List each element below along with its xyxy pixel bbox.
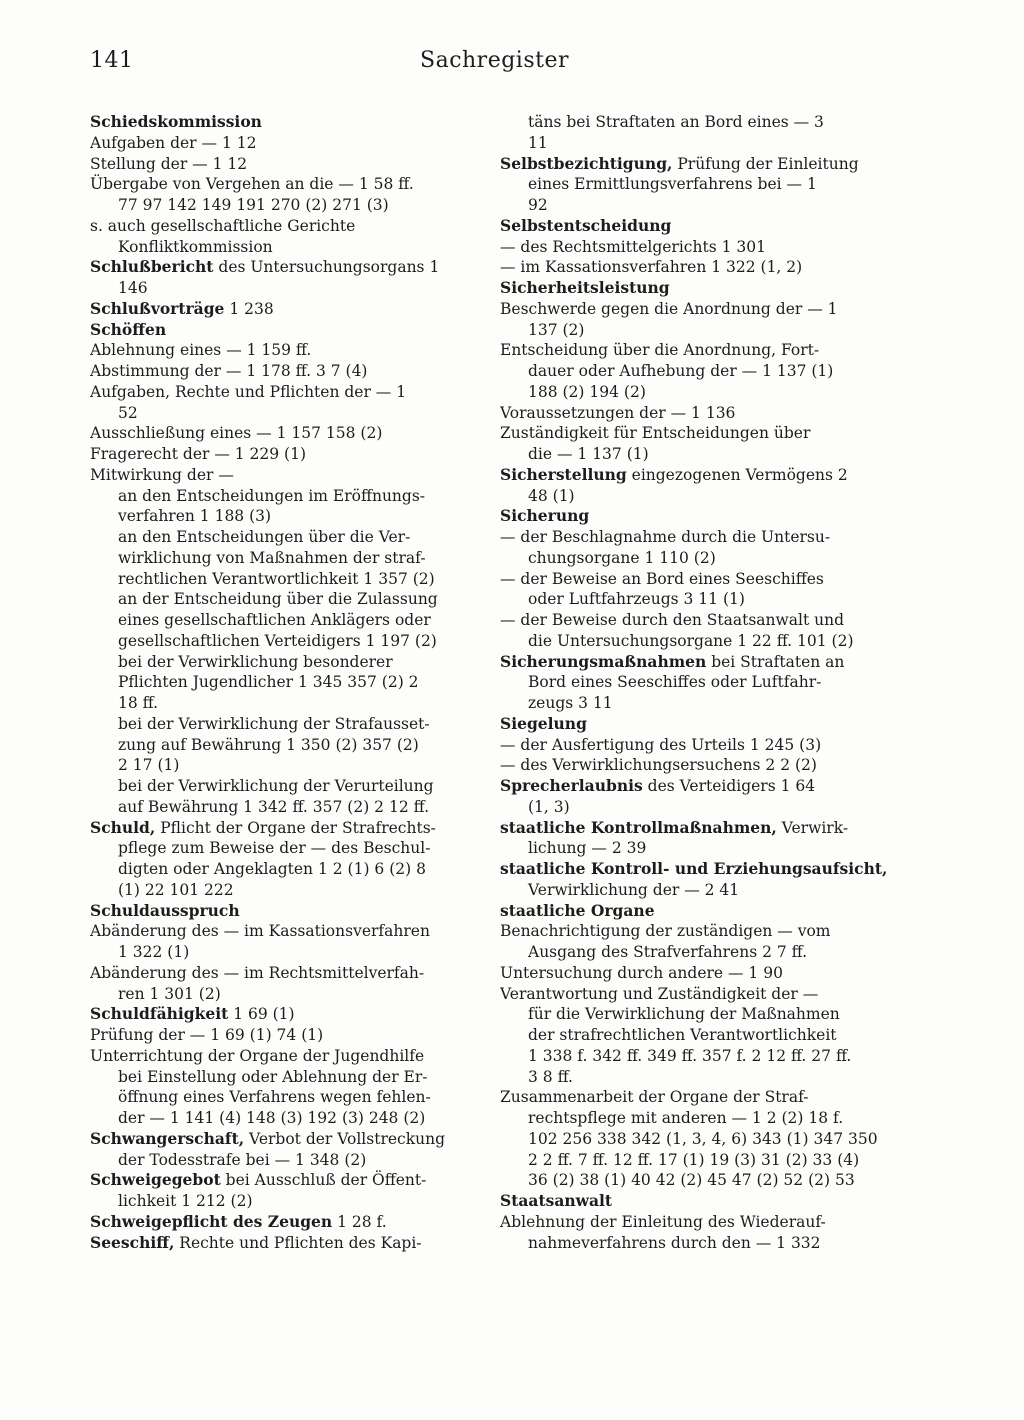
entry-text: bei Ausschluß der Öffent-	[220, 1171, 427, 1190]
index-entry	[500, 818, 888, 860]
index-entry	[90, 1129, 478, 1171]
subentry-continuation: 3 8 ff.	[528, 1067, 573, 1086]
index-entry	[90, 320, 478, 818]
subentry: Prüfung der — 1 69 (1) 74 (1)	[90, 1026, 324, 1044]
index-entry	[500, 216, 888, 278]
subentry: — der Beschlagnahme durch die Untersu-	[500, 528, 831, 546]
entry-headword: Sprecherlaubnis	[500, 776, 643, 795]
sub-subentry: an den Entscheidungen über die Ver-	[118, 528, 411, 546]
index-entry	[90, 901, 478, 1005]
index-entry	[500, 776, 888, 818]
subentry: Voraussetzungen der — 1 136	[500, 403, 736, 422]
index-entry	[500, 652, 888, 714]
subentry: Ausschließung eines — 1 157 158 (2)	[90, 424, 383, 443]
entry-headword: Schlußvorträge	[90, 298, 225, 318]
subentry: Entscheidung über die Anordnung, Fort-	[500, 341, 820, 360]
subentry: Untersuchung durch andere — 1 90	[500, 963, 783, 982]
sub-subentry: zung auf Bewährung 1 350 (2) 357 (2)	[118, 735, 419, 754]
page-title: Sachregister	[420, 48, 569, 73]
index-entry	[500, 465, 888, 507]
subentry: — des Rechtsmittelgerichts 1 301	[500, 237, 766, 256]
entry-headword: Seeschiff,	[90, 1232, 175, 1252]
index-entry	[90, 112, 478, 257]
subentry-continuation: oder Luftfahrzeugs 3 11 (1)	[528, 590, 745, 609]
subentry-continuation: 1 338 f. 342 ff. 349 ff. 357 f. 2 12 ff. 27 ff.	[528, 1046, 852, 1065]
subentry-continuation: Ausgang des Strafverfahrens 2 7 ff.	[528, 943, 808, 961]
index-entry	[90, 818, 478, 901]
subentry: — der Beweise an Bord eines Seeschiffes	[500, 569, 824, 588]
sub-subentry: wirklichung von Maßnahmen der straf-	[118, 548, 426, 567]
index-entry	[500, 859, 888, 901]
index-entry	[90, 1170, 478, 1212]
entry-continuation: pflege zum Beweise der — des Beschul-	[118, 839, 431, 858]
index-column-left	[90, 112, 478, 1253]
subentry: Abstimmung der — 1 178 ff. 3 7 (4)	[90, 362, 368, 380]
index-entry	[90, 299, 478, 320]
sub-subentry: 2 17 (1)	[118, 756, 180, 775]
subentry-continuation: 1 322 (1)	[118, 943, 190, 961]
index-entry	[500, 154, 888, 216]
entry-continuation: lichkeit 1 212 (2)	[118, 1192, 253, 1210]
sub-subentry: gesellschaftlichen Verteidigers 1 197 (2)	[118, 631, 437, 650]
subentry: Aufgaben, Rechte und Pflichten der — 1	[90, 382, 407, 401]
entry-headword: Schweigepflicht des Zeugen	[90, 1211, 333, 1231]
subentry: Stellung der — 1 12	[90, 154, 248, 173]
entry-headword: staatliche Organe	[500, 900, 655, 920]
entry-headword: Schuldausspruch	[90, 900, 240, 920]
entry-continuation: Bord eines Seeschiffes oder Luftfahr-	[528, 673, 822, 692]
subentry: s. auch gesellschaftliche Gerichte	[90, 216, 356, 235]
subentry-continuation: 102 256 338 342 (1, 3, 4, 6) 343 (1) 347 350	[528, 1129, 878, 1148]
entry-text: 1 69 (1)	[228, 1005, 295, 1024]
index-entry-carryover	[500, 112, 888, 154]
subentry: Zusammenarbeit der Organe der Straf-	[500, 1088, 809, 1107]
subentry: — im Kassationsverfahren 1 322 (1, 2)	[500, 258, 803, 277]
entry-text: Verbot der Vollstreckung	[244, 1129, 445, 1148]
sub-subentry: eines gesellschaftlichen Anklägers oder	[118, 611, 431, 629]
subentry: Fragerecht der — 1 229 (1)	[90, 445, 307, 463]
entry-headword: Sicherungsmaßnahmen	[500, 651, 707, 671]
entry-headword: staatliche Kontroll- und Erziehungsaufsicht,	[500, 859, 888, 878]
index-entry	[90, 1212, 478, 1233]
entry-headword: Sicherstellung	[500, 464, 627, 484]
index-entry	[90, 1233, 478, 1254]
subentry: Abänderung des — im Kassationsverfahren	[90, 922, 430, 941]
entry-headword: Schwangerschaft,	[90, 1128, 245, 1148]
entry-continuation: Verwirklichung der — 2 41	[528, 880, 740, 899]
entry-continuation: (1) 22 101 222	[118, 880, 234, 899]
entry-text: 1 238	[224, 299, 274, 318]
subentry: Ablehnung der Einleitung des Wiederauf-	[500, 1212, 826, 1231]
entry-continuation: täns bei Straftaten an Bord eines — 3	[528, 113, 824, 131]
entry-headword: Sicherung	[500, 506, 590, 526]
sub-subentry: an den Entscheidungen im Eröffnungs-	[118, 486, 426, 505]
sub-subentry: rechtlichen Verantwortlichkeit 1 357 (2)	[118, 569, 435, 588]
sub-subentry: auf Bewährung 1 342 ff. 357 (2) 2 12 ff.	[118, 797, 429, 816]
subentry: Zuständigkeit für Entscheidungen über	[500, 424, 811, 443]
entry-headword: Schiedskommission	[90, 112, 262, 131]
sub-subentry: verfahren 1 188 (3)	[118, 507, 272, 526]
entry-continuation: digten oder Angeklagten 1 2 (1) 6 (2) 8	[118, 860, 426, 878]
subentry: — der Ausfertigung des Urteils 1 245 (3)	[500, 735, 822, 754]
entry-continuation: eines Ermittlungsverfahrens bei — 1	[528, 175, 817, 194]
entry-text: Rechte und Pflichten des Kapi-	[174, 1233, 422, 1252]
subentry-continuation: 137 (2)	[528, 320, 585, 339]
entry-headword: Staatsanwalt	[500, 1191, 613, 1210]
sub-subentry: Pflichten Jugendlicher 1 345 357 (2) 2	[118, 673, 419, 692]
entry-continuation: 11	[528, 133, 548, 152]
subentry-continuation: die — 1 137 (1)	[528, 445, 649, 463]
index-entry	[500, 278, 888, 465]
subentry-continuation: Konfliktkommission	[118, 237, 273, 256]
subentry-continuation: 2 2 ff. 7 ff. 12 ff. 17 (1) 19 (3) 31 (2) 33 (4)	[528, 1150, 860, 1169]
subentry-continuation: öffnung eines Verfahrens wegen fehlen-	[118, 1088, 431, 1107]
subentry-continuation: ren 1 301 (2)	[118, 984, 221, 1003]
sub-subentry: bei der Verwirklichung besonderer	[118, 652, 393, 671]
entry-text: des Verteidigers 1 64	[642, 777, 816, 795]
subentry-continuation: bei Einstellung oder Ablehnung der Er-	[118, 1067, 428, 1086]
entry-headword: Schweigegebot	[90, 1170, 221, 1190]
subentry-continuation: der strafrechtlichen Verantwortlichkeit	[528, 1026, 837, 1044]
entry-headword: Schuldfähigkeit	[90, 1004, 229, 1024]
subentry-continuation: rechtspflege mit anderen — 1 2 (2) 18 f.	[528, 1109, 844, 1127]
index-entry	[500, 506, 888, 651]
sub-subentry: 18 ff.	[118, 694, 159, 712]
subentry-continuation: chungsorgane 1 110 (2)	[528, 548, 716, 567]
subentry: Übergabe von Vergehen an die — 1 58 ff.	[90, 175, 414, 194]
entry-continuation: zeugs 3 11	[528, 694, 613, 712]
sub-subentry: bei der Verwirklichung der Strafausset-	[118, 714, 430, 733]
subentry: Abänderung des — im Rechtsmittelverfah-	[90, 963, 425, 982]
index-entry	[500, 1191, 888, 1253]
subentry: Benachrichtigung der zuständigen — vom	[500, 922, 831, 941]
entry-headword: Schuld,	[90, 817, 156, 837]
subentry: — der Beweise durch den Staatsanwalt und	[500, 611, 845, 629]
subentry: Aufgaben der — 1 12	[90, 133, 257, 152]
subentry-continuation: nahmeverfahrens durch den — 1 332	[528, 1233, 821, 1252]
subentry-continuation: 77 97 142 149 191 270 (2) 271 (3)	[118, 196, 389, 214]
sub-subentry: bei der Verwirklichung der Verurteilung	[118, 777, 434, 795]
subentry: Ablehnung eines — 1 159 ff.	[90, 341, 312, 360]
page-number: 141	[90, 48, 134, 73]
subentry: Unterrichtung der Organe der Jugendhilfe	[90, 1046, 425, 1065]
subentry: Beschwerde gegen die Anordnung der — 1	[500, 299, 838, 318]
entry-headword: Sicherheitsleistung	[500, 278, 670, 297]
subentry-continuation: 52	[118, 403, 138, 422]
entry-continuation: lichung — 2 39	[528, 839, 647, 858]
sub-subentry: an der Entscheidung über die Zulassung	[118, 590, 438, 609]
entry-headword: Siegelung	[500, 713, 587, 733]
entry-continuation: 48 (1)	[528, 486, 575, 505]
entry-text: Verwirk-	[776, 818, 849, 837]
index-entry	[90, 257, 478, 299]
subentry: Mitwirkung der —	[90, 465, 234, 484]
entry-headword: Schlußbericht	[90, 257, 214, 277]
entry-continuation: (1, 3)	[528, 797, 570, 816]
entry-continuation: 146	[118, 279, 148, 297]
entry-text: des Untersuchungsorgans 1	[213, 258, 440, 277]
subentry-continuation: der — 1 141 (4) 148 (3) 192 (3) 248 (2)	[118, 1109, 426, 1127]
entry-text: Prüfung der Einleitung	[672, 154, 859, 173]
entry-text: bei Straftaten an	[706, 652, 845, 671]
entry-continuation: der Todesstrafe bei — 1 348 (2)	[118, 1150, 367, 1169]
index-entry	[500, 714, 888, 776]
entry-headword: Selbstentscheidung	[500, 215, 672, 235]
subentry-continuation: für die Verwirklichung der Maßnahmen	[528, 1005, 840, 1024]
entry-headword: Schöffen	[90, 319, 167, 339]
subentry-continuation: dauer oder Aufhebung der — 1 137 (1)	[528, 362, 834, 380]
index-column-right	[500, 112, 888, 1253]
subentry-continuation: 188 (2) 194 (2)	[528, 382, 646, 401]
subentry: — des Verwirklichungsersuchens 2 2 (2)	[500, 756, 817, 775]
index-entry	[500, 901, 888, 1192]
entry-headword: staatliche Kontrollmaßnahmen,	[500, 817, 777, 837]
entry-text: Pflicht der Organe der Strafrechts-	[155, 818, 436, 837]
subentry: Verantwortung und Zuständigkeit der —	[500, 984, 819, 1003]
index-entry	[90, 1004, 478, 1129]
entry-headword: Selbstbezichtigung,	[500, 153, 673, 173]
subentry-continuation: 36 (2) 38 (1) 40 42 (2) 45 47 (2) 52 (2) 53	[528, 1171, 855, 1190]
entry-continuation: 92	[528, 196, 548, 214]
entry-text: 1 28 f.	[332, 1212, 387, 1231]
subentry-continuation: die Untersuchungsorgane 1 22 ff. 101 (2)	[528, 631, 854, 650]
entry-text: eingezogenen Vermögens 2	[626, 465, 848, 484]
